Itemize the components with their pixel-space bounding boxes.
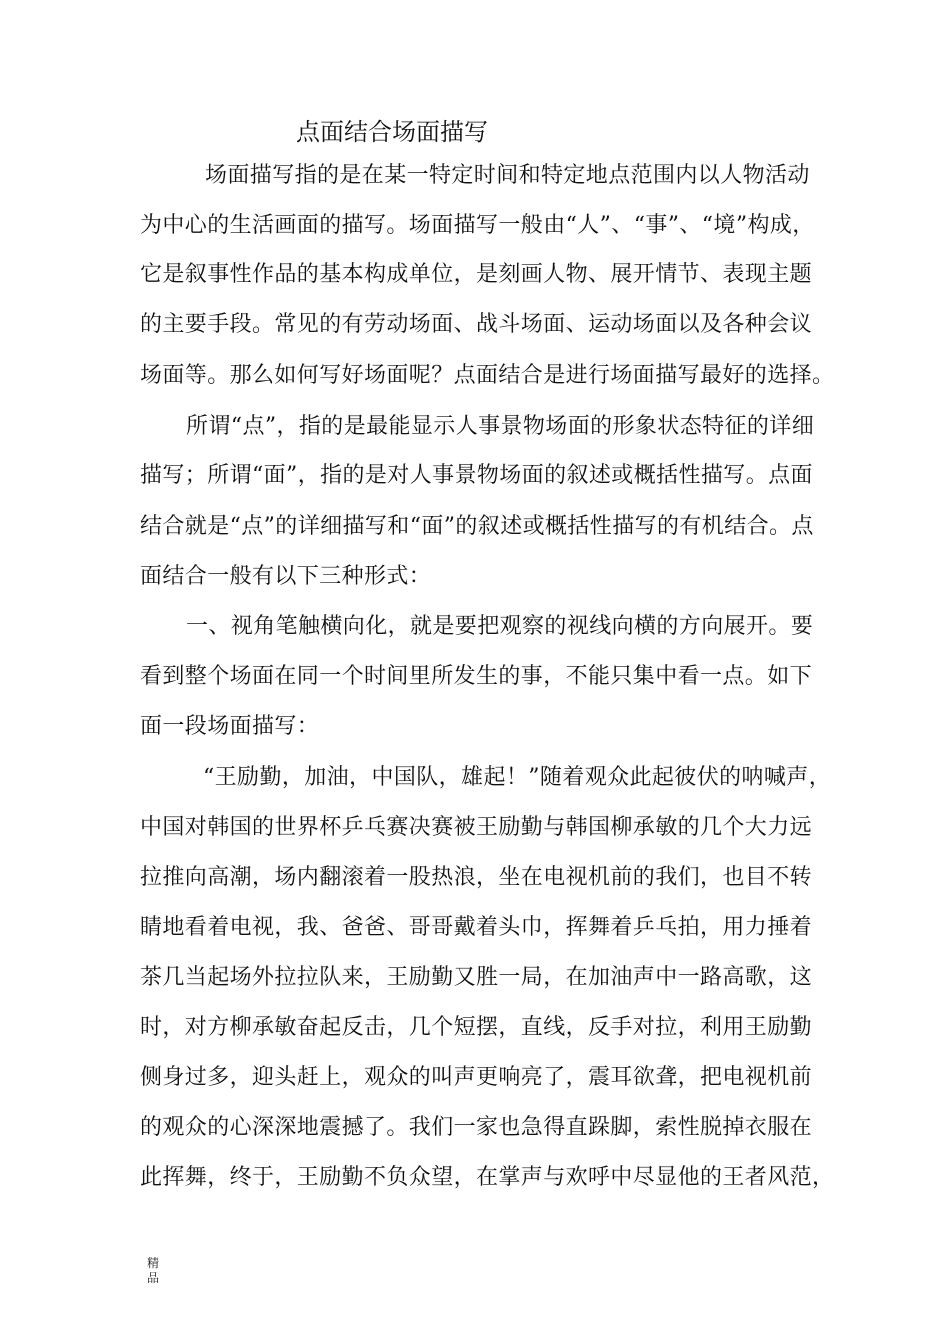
paragraph-1-line-3: 它是叙事性作品的基本构成单位，是刻画人物、展开情节、表现主题 bbox=[140, 262, 813, 287]
paragraph-3-line-2: 看到整个场面在同一个时间里所发生的事，不能只集中看一点。如下 bbox=[140, 664, 813, 689]
paragraph-4-line-8: 的观众的心深深地震撼了。我们一家也急得直跺脚，索性脱掉衣服在 bbox=[140, 1115, 813, 1140]
paragraph-4-line-7: 侧身过多，迎头赶上，观众的叫声更响亮了，震耳欲聋，把电视机前 bbox=[140, 1065, 813, 1090]
paragraph-1-line-2: 为中心的生活画面的描写。场面描写一般由“人”、“事”、“境”构成， bbox=[140, 213, 815, 238]
paragraph-2-line-1: 所谓“点”，指的是最能显示人事景物场面的形象状态特征的详细 bbox=[186, 414, 815, 439]
paragraph-4-line-2: 中国对韩国的世界杯乒乓赛决赛被王励勤与韩国柳承敏的几个大力远 bbox=[140, 815, 813, 840]
paragraph-4-line-5: 茶几当起场外拉拉队来，王励勤又胜一局，在加油声中一路高歌，这 bbox=[140, 965, 813, 990]
paragraph-1-line-1: 场面描写指的是在某一特定时间和特定地点范围内以人物活动 bbox=[205, 163, 810, 188]
paragraph-4-line-1: “王励勤，加油，中国队，雄起！”随着观众此起彼伏的呐喊声， bbox=[203, 765, 832, 790]
document-title: 点面结合场面描写 bbox=[296, 118, 488, 146]
paragraph-2-line-3: 结合就是“点”的详细描写和“面”的叙述或概括性描写的有机结合。点 bbox=[140, 514, 814, 539]
paragraph-4-line-9: 此挥舞，终于，王励勤不负众望，在掌声与欢呼中尽显他的王者风范， bbox=[140, 1165, 835, 1190]
footer-label: 精品 bbox=[147, 1256, 160, 1285]
paragraph-3-line-1: 一、视角笔触横向化，就是要把观察的视线向横的方向展开。要 bbox=[186, 614, 814, 639]
paragraph-4-line-4: 睛地看着电视，我、爸爸、哥哥戴着头巾，挥舞着乒乓拍，用力捶着 bbox=[140, 915, 813, 940]
paragraph-4-line-3: 拉推向高潮，场内翻滚着一股热浪，坐在电视机前的我们，也目不转 bbox=[140, 865, 813, 890]
paragraph-2-line-4: 面结合一般有以下三种形式： bbox=[140, 564, 432, 589]
paragraph-4-line-6: 时，对方柳承敏奋起反击，几个短摆，直线，反手对拉，利用王励勤 bbox=[140, 1015, 813, 1040]
paragraph-1-line-4: 的主要手段。常见的有劳动场面、战斗场面、运动场面以及各种会议 bbox=[140, 312, 813, 337]
paragraph-2-line-2: 描写；所谓“面”，指的是对人事景物场面的叙述或概括性描写。点面 bbox=[140, 463, 813, 488]
paragraph-1-line-5: 场面等。那么如何写好场面呢？点面结合是进行场面描写最好的选择。 bbox=[140, 363, 835, 388]
paragraph-3-line-3: 面一段场面描写： bbox=[140, 714, 320, 739]
